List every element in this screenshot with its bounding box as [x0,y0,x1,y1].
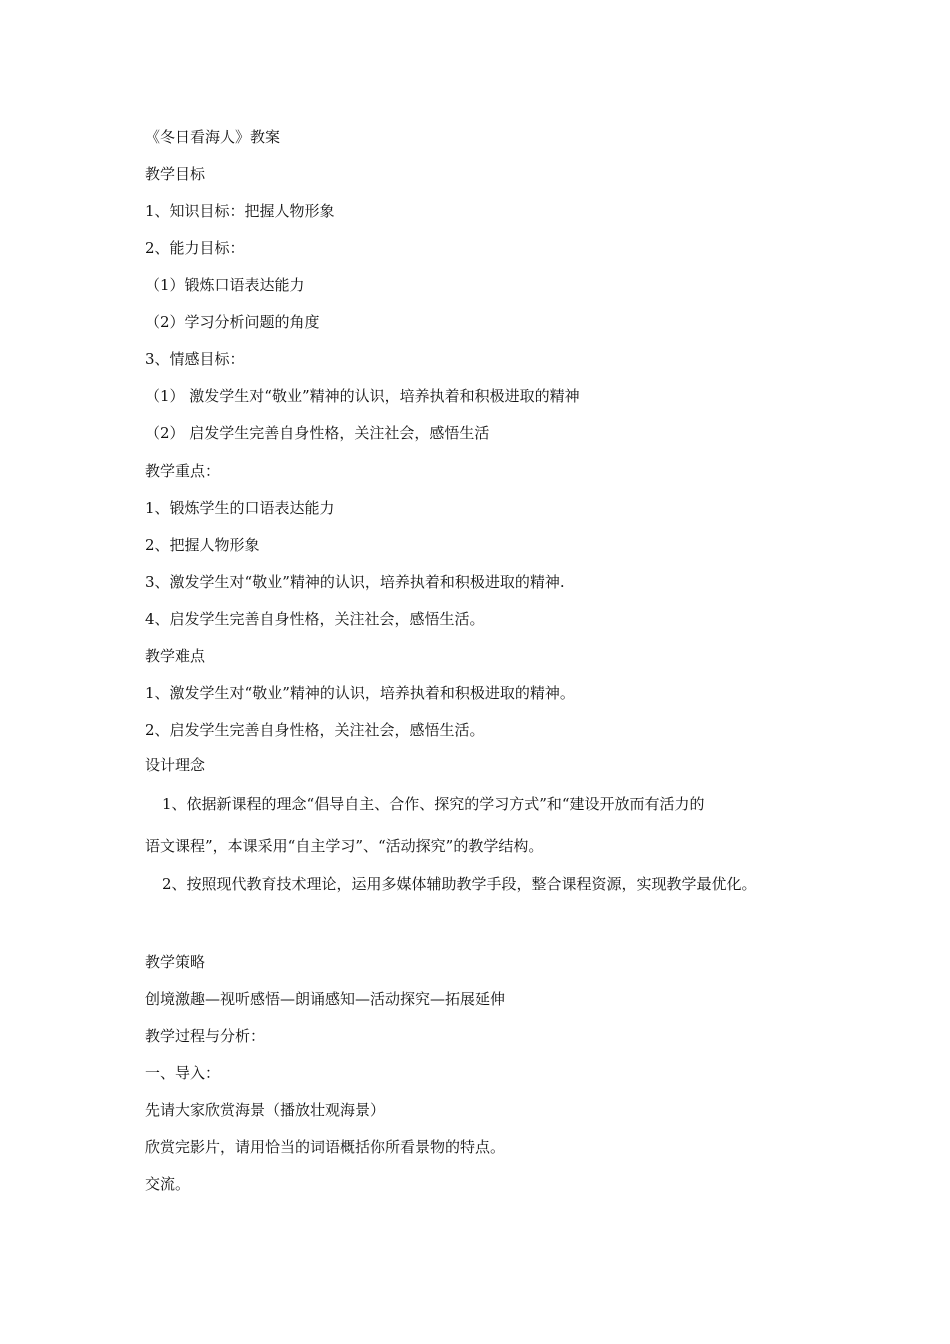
paragraph: 4、启发学生完善自身性格，关注社会，感悟生活。 [145,610,485,628]
paragraph: 1、锻炼学生的口语表达能力 [145,499,335,517]
paragraph: 2、能力目标： [145,239,245,257]
heading-strategy: 教学策略 [145,953,206,971]
heading-key-points: 教学重点： [145,462,221,480]
paragraph: （1）锻炼口语表达能力 [145,276,305,294]
paragraph: 创境激趣—视听感悟—朗诵感知—活动探究—拓展延伸 [145,990,506,1008]
paragraph: 1、依据新课程的理念“倡导自主、合作、探究的学习方式”和“建设开放而有活力的 [162,795,705,813]
paragraph: 2、把握人物形象 [145,536,260,554]
paragraph: 语文课程”，本课采用“自主学习”、“活动探究”的教学结构。 [145,837,544,855]
document-title: 《冬日看海人》教案 [145,128,281,146]
paragraph: 2、按照现代教育技术理论，运用多媒体辅助教学手段，整合课程资源，实现教学最优化。 [162,875,757,893]
paragraph: （2）学习分析问题的角度 [145,313,320,331]
paragraph: 1、知识目标：把握人物形象 [145,202,335,220]
paragraph: 一、导入： [145,1064,221,1082]
paragraph: 1、激发学生对“敬业”精神的认识，培养执着和积极进取的精神。 [145,684,575,702]
heading-difficulties: 教学难点 [145,647,206,665]
paragraph: （2） 启发学生完善自身性格，关注社会，感悟生活 [145,424,490,442]
heading-teaching-goals: 教学目标 [145,165,206,183]
paragraph: 先请大家欣赏海景（播放壮观海景） [145,1101,386,1119]
paragraph: （1） 激发学生对“敬业”精神的认识，培养执着和积极进取的精神 [145,387,580,405]
paragraph: 2、启发学生完善自身性格，关注社会，感悟生活。 [145,721,485,739]
paragraph: 3、情感目标： [145,350,245,368]
paragraph: 欣赏完影片，请用恰当的词语概括你所看景物的特点。 [145,1138,506,1156]
heading-process: 教学过程与分析： [145,1027,266,1045]
heading-design-concept: 设计理念 [145,756,206,774]
paragraph: 3、激发学生对“敬业”精神的认识，培养执着和积极进取的精神. [145,573,565,591]
paragraph: 交流。 [145,1175,191,1193]
